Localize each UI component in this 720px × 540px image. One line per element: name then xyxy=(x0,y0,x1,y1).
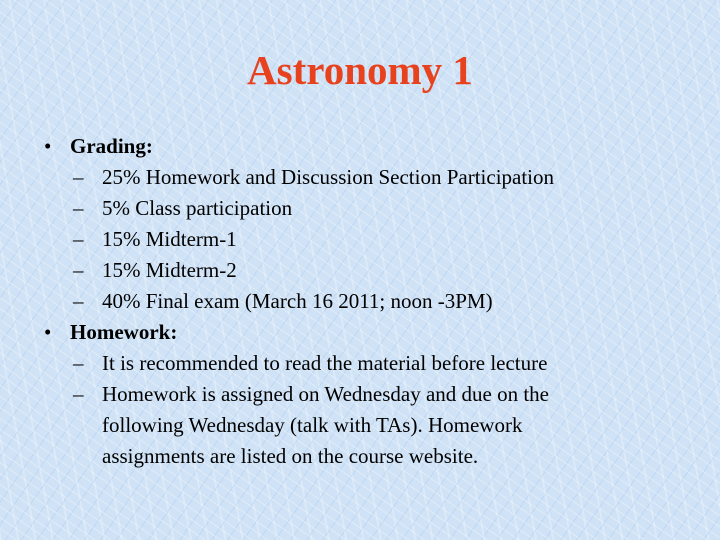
grading-heading: Grading: xyxy=(70,134,153,158)
dash-icon: – xyxy=(73,351,84,375)
homework-item xyxy=(44,348,684,379)
dash-icon: – xyxy=(73,165,84,189)
grading-item xyxy=(44,162,684,193)
slide-title: Astronomy 1 xyxy=(247,47,473,93)
homework-heading: Homework: xyxy=(70,320,178,344)
homework-item xyxy=(44,379,684,472)
grading-item xyxy=(44,286,684,317)
grading-item xyxy=(44,255,684,286)
grading-item-text: 25% Homework and Discussion Section Participation xyxy=(102,165,555,189)
dash-icon: – xyxy=(73,196,84,220)
bullet-grading xyxy=(44,131,684,162)
grading-item-text: 15% Midterm-2 xyxy=(102,258,237,282)
grading-item xyxy=(44,224,684,255)
dash-icon: – xyxy=(73,382,84,406)
grading-item-text: 5% Class participation xyxy=(102,196,293,220)
dash-icon: – xyxy=(73,289,84,313)
bullet-icon: • xyxy=(44,320,52,344)
dash-icon: – xyxy=(73,258,84,282)
homework-item-text: Homework is assigned on Wednesday and due on the following Wednesday (talk with TAs). Homework assignments are listed on the course website. xyxy=(102,382,549,468)
dash-icon: – xyxy=(73,227,84,251)
grading-item xyxy=(44,193,684,224)
grading-item-text: 40% Final exam (March 16 2011; noon -3PM) xyxy=(102,289,493,313)
bullet-icon: • xyxy=(44,134,52,158)
homework-item-text: It is recommended to read the material before lecture xyxy=(102,351,548,375)
grading-item-text: 15% Midterm-1 xyxy=(102,227,237,251)
slide-body xyxy=(44,131,684,472)
bullet-homework xyxy=(44,317,684,348)
